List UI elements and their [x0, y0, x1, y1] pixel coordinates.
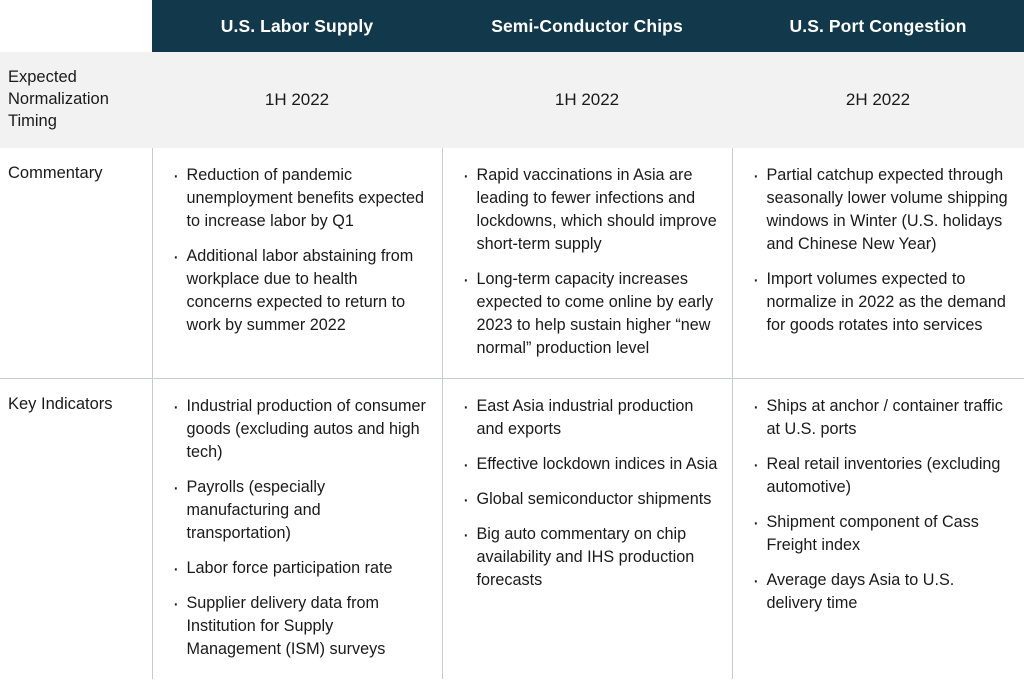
list-item: · Additional labor abstaining from workplace due to health concerns expected to return to work by summer 2022 [171, 245, 428, 337]
column-header-port-congestion: U.S. Port Congestion [732, 0, 1024, 52]
timing-value-semiconductor-chips: 1H 2022 [442, 52, 732, 148]
indicators-cell-port-congestion [732, 379, 1024, 680]
list-item: · Import volumes expected to normalize in 2022 as the demand for goods rotates into services [751, 268, 1011, 337]
list-item: · Shipment component of Cass Freight index [751, 511, 1011, 557]
list-item: · Reduction of pandemic unemployment benefits expected to increase labor by Q1 [171, 164, 428, 233]
list-item: · Average days Asia to U.S. delivery time [751, 569, 1011, 615]
header-corner-cell [0, 0, 152, 52]
list-item: · Industrial production of consumer goods (excluding autos and high tech) [171, 395, 428, 464]
bullet-list [461, 395, 718, 592]
list-item: · Rapid vaccinations in Asia are leading to fewer infections and lockdowns, which should improve short-term supply [461, 164, 718, 256]
list-item: · East Asia industrial production and exports [461, 395, 718, 441]
list-item: · Supplier delivery data from Institution for Supply Management (ISM) surveys [171, 592, 428, 661]
indicators-cell-semiconductor-chips [442, 379, 732, 680]
list-item: · Big auto commentary on chip availability and IHS production forecasts [461, 523, 718, 592]
row-expected-normalization-timing [0, 52, 1024, 148]
table-header [0, 0, 1024, 52]
list-item: · Effective lockdown indices in Asia [461, 453, 718, 476]
bullet-list [751, 395, 1011, 615]
list-item: · Labor force participation rate [171, 557, 428, 580]
indicators-cell-labor-supply [152, 379, 442, 680]
row-label-commentary: Commentary [8, 164, 103, 182]
list-item: · Payrolls (especially manufacturing and transportation) [171, 476, 428, 545]
bullet-list [171, 164, 428, 337]
column-header-semiconductor-chips: Semi-Conductor Chips [442, 0, 732, 52]
timing-value-port-congestion: 2H 2022 [732, 52, 1024, 148]
table-body [0, 52, 1024, 679]
list-item: · Global semiconductor shipments [461, 488, 718, 511]
timing-value-labor-supply: 1H 2022 [152, 52, 442, 148]
row-commentary [0, 148, 1024, 379]
commentary-cell-semiconductor-chips [442, 148, 732, 379]
column-header-labor-supply: U.S. Labor Supply [152, 0, 442, 52]
row-label-key-indicators: Key Indicators [0, 379, 152, 680]
list-item: · Long-term capacity increases expected to come online by early 2023 to help sustain higher “new normal” production level [461, 268, 718, 360]
bullet-list [171, 395, 428, 661]
commentary-cell-port-congestion [732, 148, 1024, 379]
header-row [0, 0, 1024, 52]
row-label-timing: Expected Normalization Timing [0, 52, 152, 148]
list-item: · Ships at anchor / container traffic at U.S. ports [751, 395, 1011, 441]
list-item: · Partial catchup expected through seasonally lower volume shipping windows in Winter (U.S. holidays and Chinese New Year) [751, 164, 1011, 256]
list-item: · Real retail inventories (excluding automotive) [751, 453, 1011, 499]
bullet-list [751, 164, 1011, 337]
bullet-list [461, 164, 718, 360]
row-key-indicators [0, 379, 1024, 680]
commentary-cell-labor-supply [152, 148, 442, 379]
